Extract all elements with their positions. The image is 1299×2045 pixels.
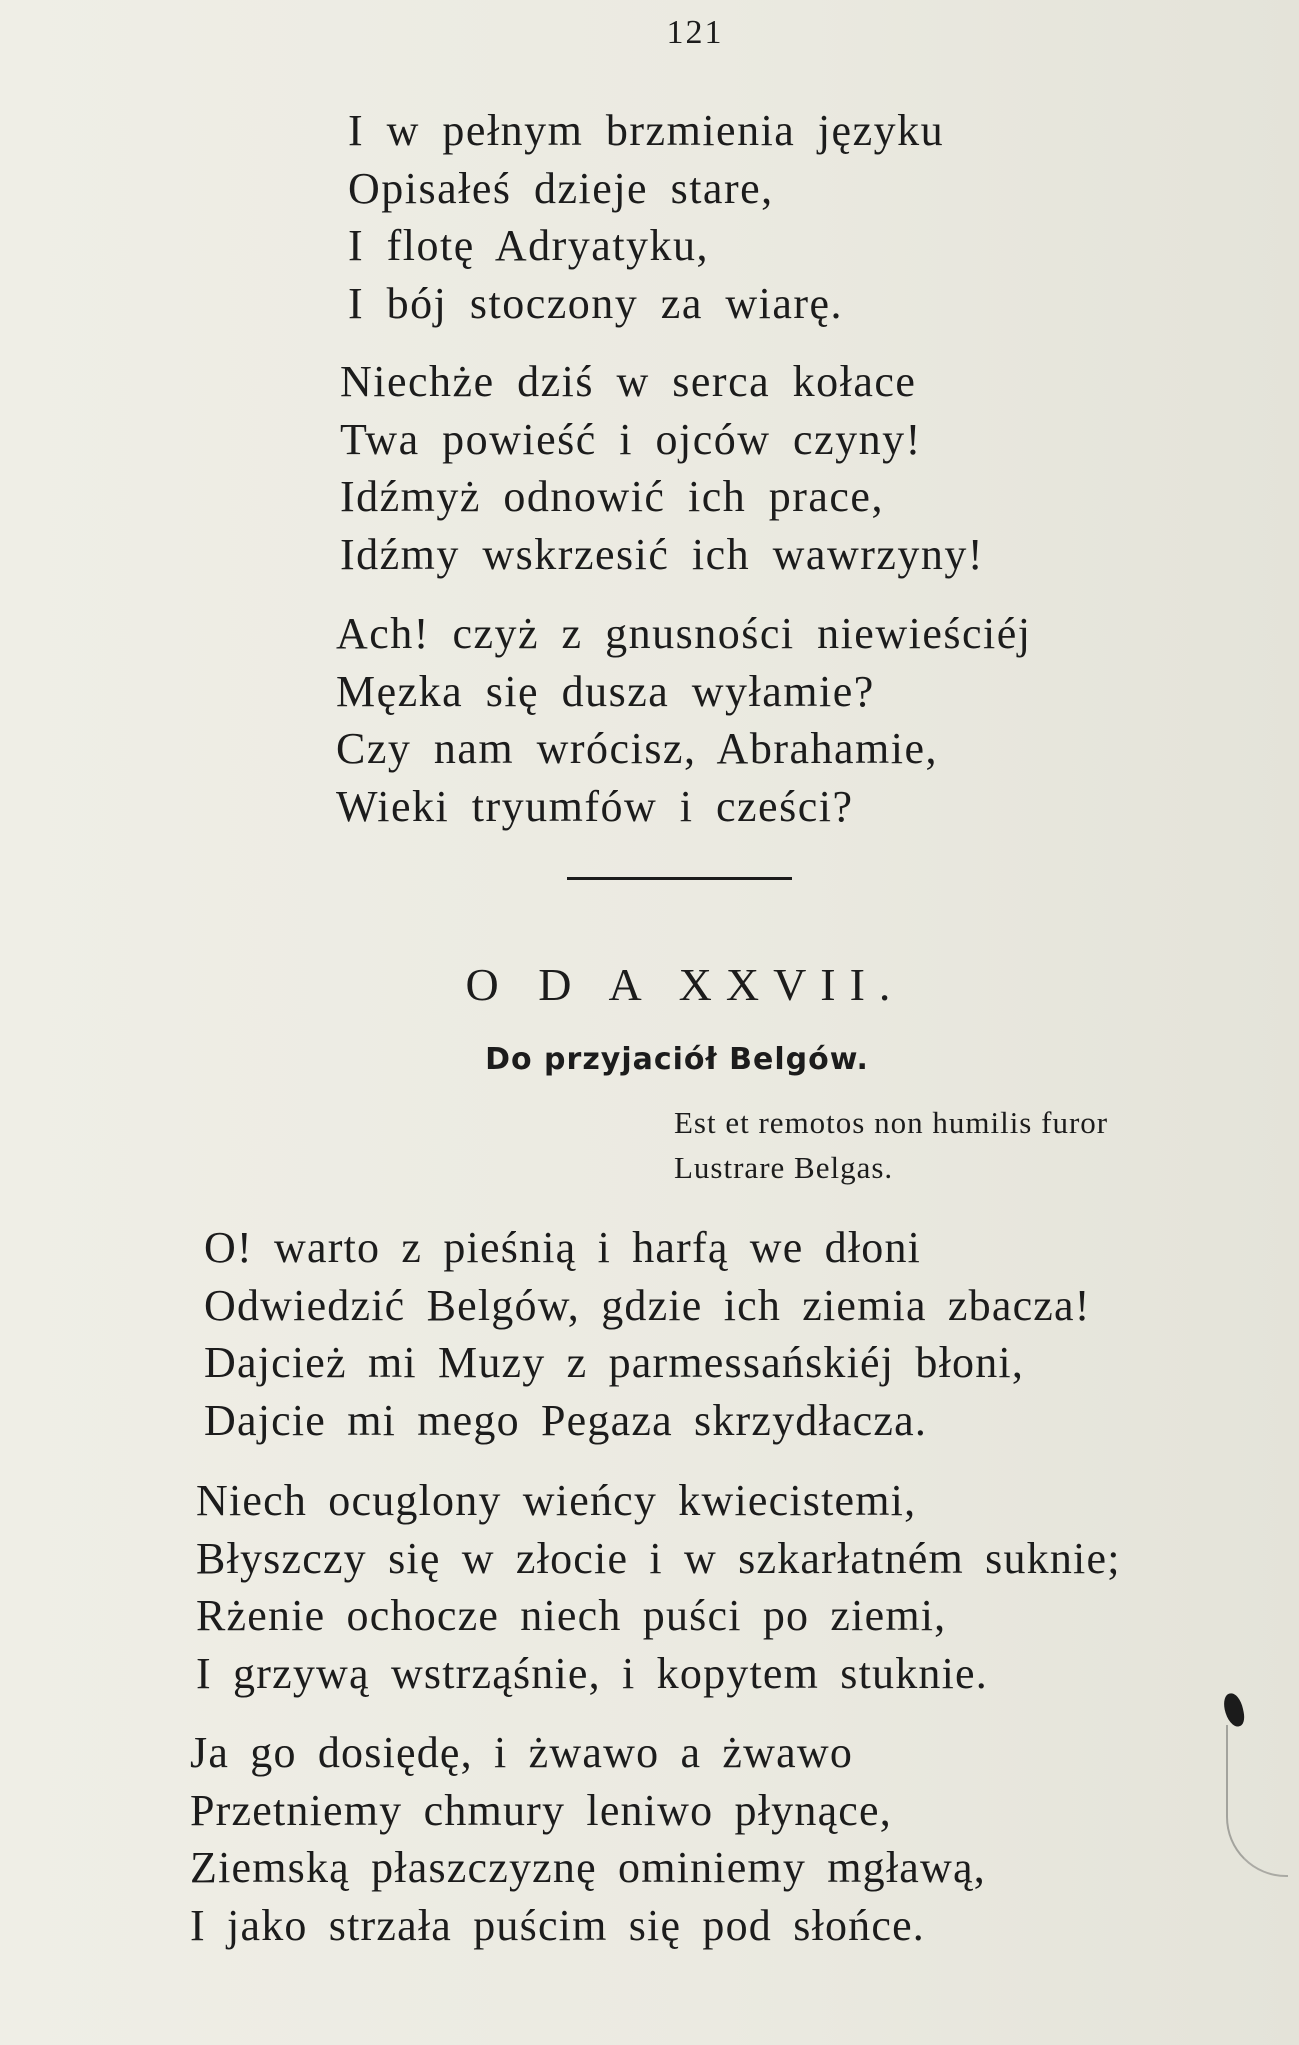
verse-line: Błyszczy się w złocie i w szkarłatném suknie; xyxy=(196,1533,1121,1583)
verse-line: I jako strzała puścim się pod słońce. xyxy=(190,1900,926,1950)
verse-line: Odwiedzić Belgów, gdzie ich ziemia zbacza! xyxy=(204,1280,1091,1330)
verse-line: Opisałeś dzieje stare, xyxy=(348,163,774,213)
stanza xyxy=(190,1724,986,1954)
verse-line: Ach! czyż z gnusności niewieściéj xyxy=(336,609,1032,658)
verse-line: Twa powieść i ojców czyny! xyxy=(340,414,922,464)
verse-line: Dajcie mi mego Pegaza skrzydłacza. xyxy=(204,1395,928,1445)
verse-line: I flotę Adryatyku, xyxy=(348,221,710,270)
verse-line: Męzka się dusza wyłamie? xyxy=(336,666,875,716)
verse-line: Rżenie ochocze niech puści po ziemi, xyxy=(196,1591,947,1640)
verse-line: Dajcież mi Muzy z parmessańskiéj błoni, xyxy=(204,1338,1025,1387)
stanza xyxy=(196,1472,1121,1702)
verse-line: I w pełnym brzmienia języku xyxy=(348,106,945,155)
verse-line: Przetniemy chmury leniwo płynące, xyxy=(190,1785,892,1835)
verse-line: Ziemską płaszczyznę ominiemy mgławą, xyxy=(190,1843,986,1892)
verse-line: I bój stoczony za wiarę. xyxy=(348,278,844,328)
section-divider xyxy=(567,877,792,880)
verse-line: Niech ocuglony wieńcy kwiecistemi, xyxy=(196,1476,917,1525)
verse-line: I grzywą wstrząśnie, i kopytem stuknie. xyxy=(196,1648,988,1698)
ink-stain-trail xyxy=(1226,1725,1288,1877)
epigraph-line: Lustrare Belgas. xyxy=(674,1150,894,1185)
verse-line: Niechże dziś w serca kołace xyxy=(340,357,917,406)
ode-title: O D A XXVII. xyxy=(465,959,905,1010)
ink-blot xyxy=(1222,1692,1247,1729)
verse-line: Idźmyż odnowić ich prace, xyxy=(340,472,884,521)
verse-line: Ja go dosiędę, i żwawo a żwawo xyxy=(190,1728,854,1777)
verse-line: Idźmy wskrzesić ich wawrzyny! xyxy=(340,529,985,579)
stanza xyxy=(348,102,944,332)
verse-line: O! warto z pieśnią i harfą we dłoni xyxy=(204,1223,922,1272)
stanza xyxy=(204,1219,1091,1449)
ode-subtitle: Do przyjaciół Belgów. xyxy=(485,1042,869,1077)
verse-line: Czy nam wrócisz, Abrahamie, xyxy=(336,724,939,773)
stanza xyxy=(340,353,984,583)
verse-line: Wieki tryumfów i cześci? xyxy=(336,781,854,831)
page-number: 121 xyxy=(666,14,724,51)
epigraph-line: Est et remotos non humilis furor xyxy=(674,1105,1109,1140)
epigraph xyxy=(674,1100,1108,1190)
stanza xyxy=(336,605,1032,835)
